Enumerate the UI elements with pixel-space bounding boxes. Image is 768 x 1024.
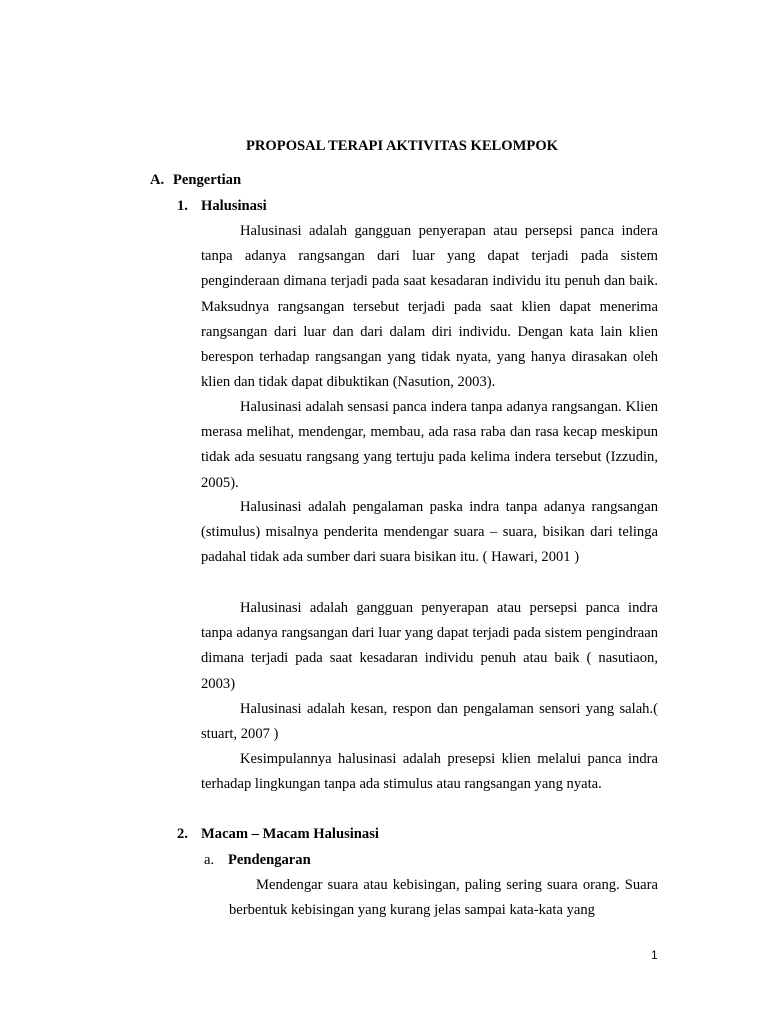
subsection-1-label: Halusinasi (201, 198, 267, 214)
document-title: PROPOSAL TERAPI AKTIVITAS KELOMPOK (245, 138, 559, 154)
subsection-2-number: 2. (177, 826, 188, 842)
paragraph: Halusinasi adalah gangguan penyerapan atau persepsi panca indra tanpa adanya rangsangan dari luar yang dapat terjadi pada sistem pengindraan dimana terjadi pada saat kesadaran individu penuh atau baik ( nasutiaon, 2003) (201, 600, 658, 692)
paragraph: Kesimpulannya halusinasi adalah presepsi klien melalui panca indra terhadap lingkungan tanpa ada stimulus atau rangsangan yang nyata. (201, 751, 658, 793)
paragraph: Halusinasi adalah kesan, respon dan pengalaman sensori yang salah.( stuart, 2007 ) (201, 701, 658, 743)
paragraph: Halusinasi adalah pengalaman paska indra tanpa adanya rangsangan (stimulus) misalnya penderita mendengar suara – suara, bisikan dari telinga padahal tidak ada sumber dari suara bisikan itu. ( Hawari, 2001 ) (201, 499, 658, 566)
subsection-2-label: Macam – Macam Halusinasi (201, 826, 379, 842)
subsection-1-heading (177, 198, 267, 215)
page-number: 1 (651, 948, 658, 962)
subsection-2-heading (177, 826, 379, 843)
item-a-letter: a. (204, 852, 215, 868)
item-a-label: Pendengaran (228, 852, 311, 868)
paragraph: Halusinasi adalah gangguan penyerapan atau persepsi panca indera tanpa adanya rangsangan dari luar yang dapat terjadi pada sistem penginderaan dimana terjadi pada saat kesadaran individu itu penuh dan baik. Maksudnya rangsangan tersebut terjadi pada saat klien dapat menerima rangsangan dari luar dan dari dalam diri individu. Dengan kata lain klien berespon terhadap rangsangan yang tidak nyata, yang hanya dirasakan oleh klien dan tidak dapat dibuktikan (Nasution, 2003). (201, 223, 658, 391)
section-a-label: Pengertian (173, 172, 242, 188)
section-a-heading (150, 172, 241, 189)
section-a-number: A. (150, 172, 165, 188)
paragraph: Halusinasi adalah sensasi panca indera tanpa adanya rangsangan. Klien merasa melihat, mendengar, membau, ada rasa raba dan rasa kecap meskipun tidak ada sesuatu rangsang yang tertuju pada kelima indera tersebut (Izzudin, 2005). (201, 399, 658, 491)
paragraph: Mendengar suara atau kebisingan, paling sering suara orang. Suara berbentuk kebisingan yang kurang jelas sampai kata-kata yang (229, 877, 658, 919)
item-a-heading (204, 852, 311, 869)
subsection-1-number: 1. (177, 198, 188, 214)
